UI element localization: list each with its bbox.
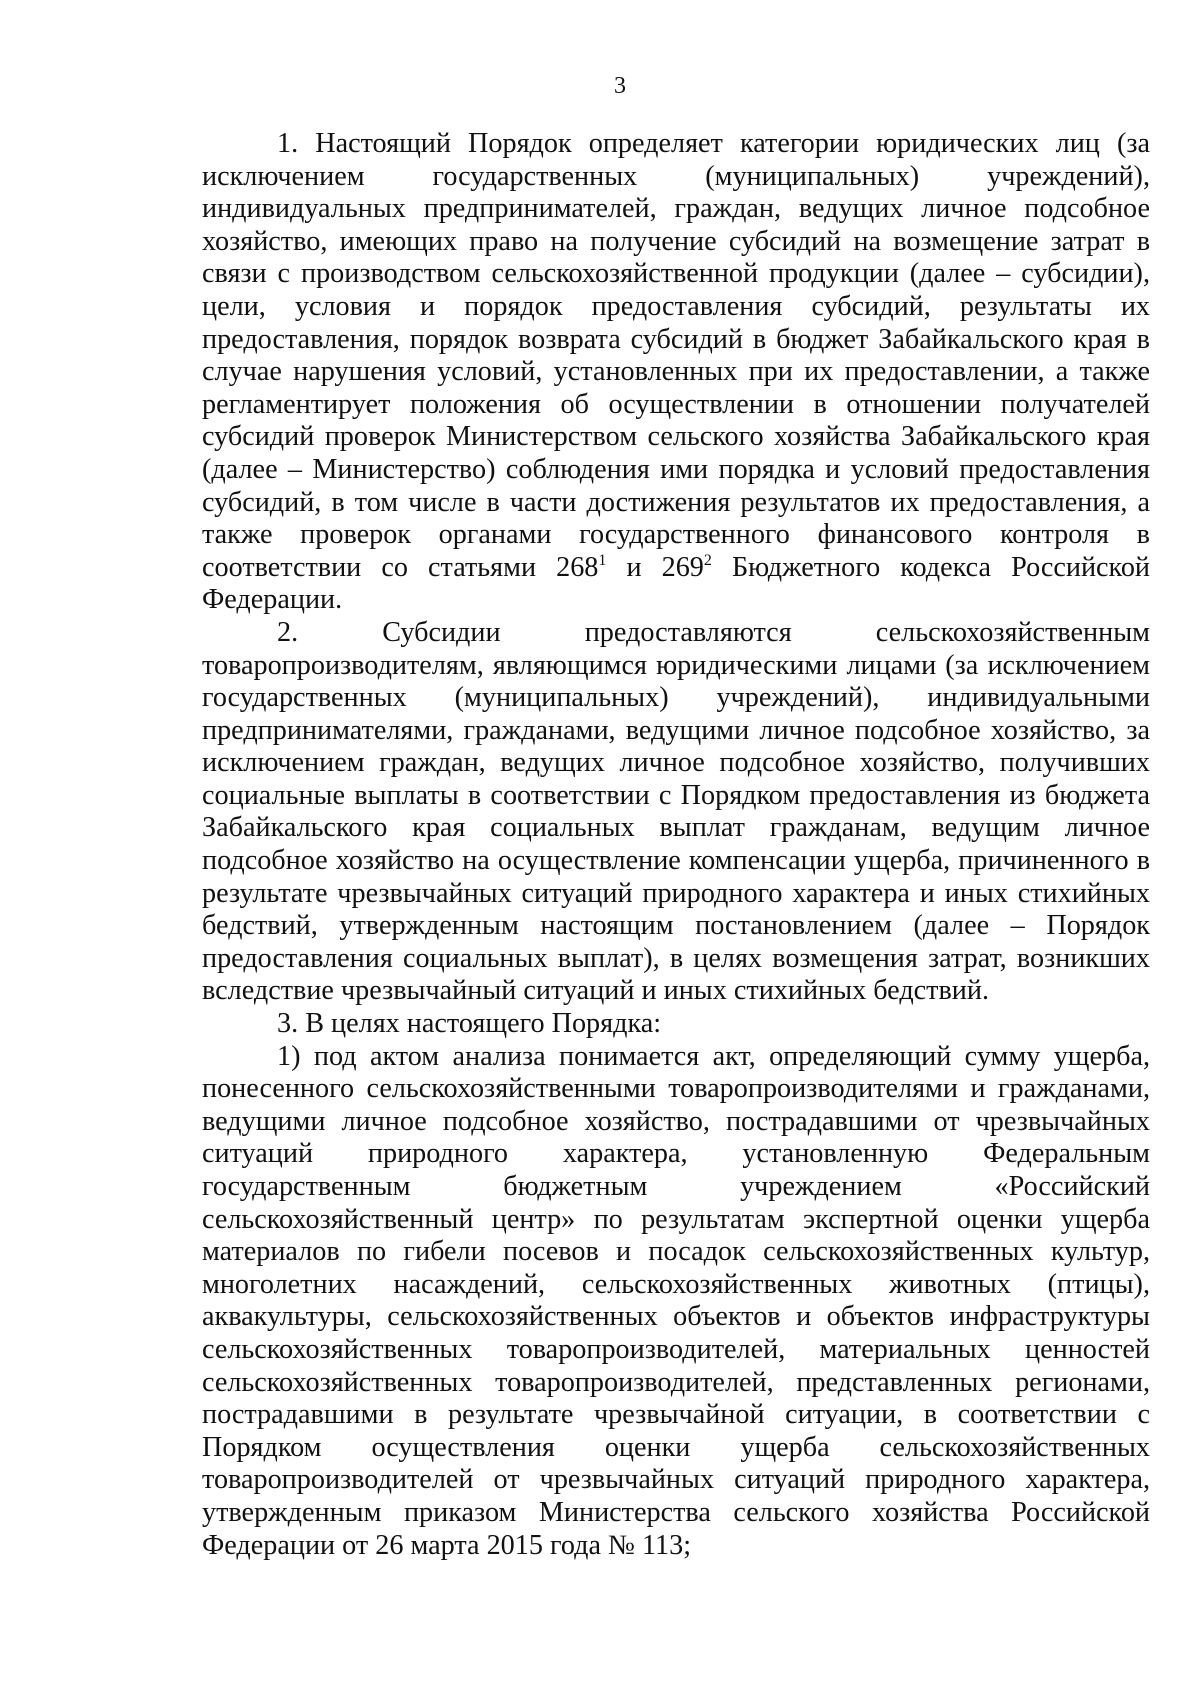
paragraph-1-text-b: и 269 (606, 551, 704, 583)
paragraph-3-definitions-intro: 3. В целях настоящего Порядка: (277, 1008, 662, 1040)
paragraph-4-analysis-act: 1) под актом анализа понимается акт, определяющий сумму ущерба, понесенного сельскохозяйственными товаропроизводителями и гражданами, ведущими личное подсобное хозяйство, пострадавшими от чрезвычайных ситуаций природного характера, установленную Федеральным государственным бюджетным учреждением «Российский сельскохозяйственный центр» по результатам экспертной оценки ущерба материалов по гибели посевов и посадок сельскохозяйственных культур, многолетних насаждений, сельскохозяйственных животных (птицы), аквакультуры, сельскохозяйственных объектов и объектов инфраструктуры сельскохозяйственных товаропроизводителей, материальных ценностей сельскохозяйственных товаропроизводителей, представленных регионами, пострадавшими в результате чрезвычайной ситуации, в соответствии с Порядком осуществления оценки ущерба сельскохозяйственных товаропроизводителей от чрезвычайных ситуаций природного характера, утвержденным приказом Министерства сельского хозяйства Российской Федерации от 26 марта 2015 года № 113; (202, 1040, 1150, 1561)
article-superscript-1: 1 (598, 551, 607, 569)
paragraph-1-scope (202, 128, 1150, 617)
paragraph-2-recipients: 2. Субсидии предоставляются сельскохозяйственным товаропроизводителям, являющимся юридическими лицами (за исключением государственных (муниципальных) учреждений), индивидуальными предпринимателями, гражданами, ведущими личное подсобное хозяйство, за исключением граждан, ведущих личное подсобное хозяйство, получивших социальные выплаты в соответствии с Порядком предоставления из бюджета Забайкальского края социальных выплат гражданам, ведущим личное подсобное хозяйство на осуществление компенсации ущерба, причиненного в результате чрезвычайных ситуаций природного характера и иных стихийных бедствий, утвержденным настоящим постановлением (далее – Порядок предоставления социальных выплат), в целях возмещения затрат, возникших вследствие чрезвычайный ситуаций и иных стихийных бедствий. (202, 616, 1150, 1007)
paragraph-1-text-c: Бюджетного кодекса Российской Федерации. (202, 551, 1151, 616)
article-superscript-2: 2 (703, 551, 712, 569)
paragraph-1-text-a: 1. Настоящий Порядок определяет категории юридических лиц (за исключением государственных (муниципальных) учреждений), индивидуальных предпринимателей, граждан, ведущих личное подсобное хозяйство, имеющих право на получение субсидий на возмещение затрат в связи с производством сельскохозяйственной продукции (далее – субсидии), цели, условия и порядок предоставления субсидий, результаты их предоставления, порядок возврата субсидий в бюджет Забайкальского края в случае нарушения условий, установленных при их предоставлении, а также регламентирует положения об осуществлении в отношении получателей субсидий проверок Министерством сельского хозяйства Забайкальского края (далее – Министерство) соблюдения ими порядка и условий предоставления субсидий, в том числе в части достижения результатов их предоставления, а также проверок органами государственного финансового контроля в соответствии со статьями 268 (202, 128, 1150, 583)
page-number: 3 (614, 73, 626, 99)
document-body (202, 128, 1150, 1562)
